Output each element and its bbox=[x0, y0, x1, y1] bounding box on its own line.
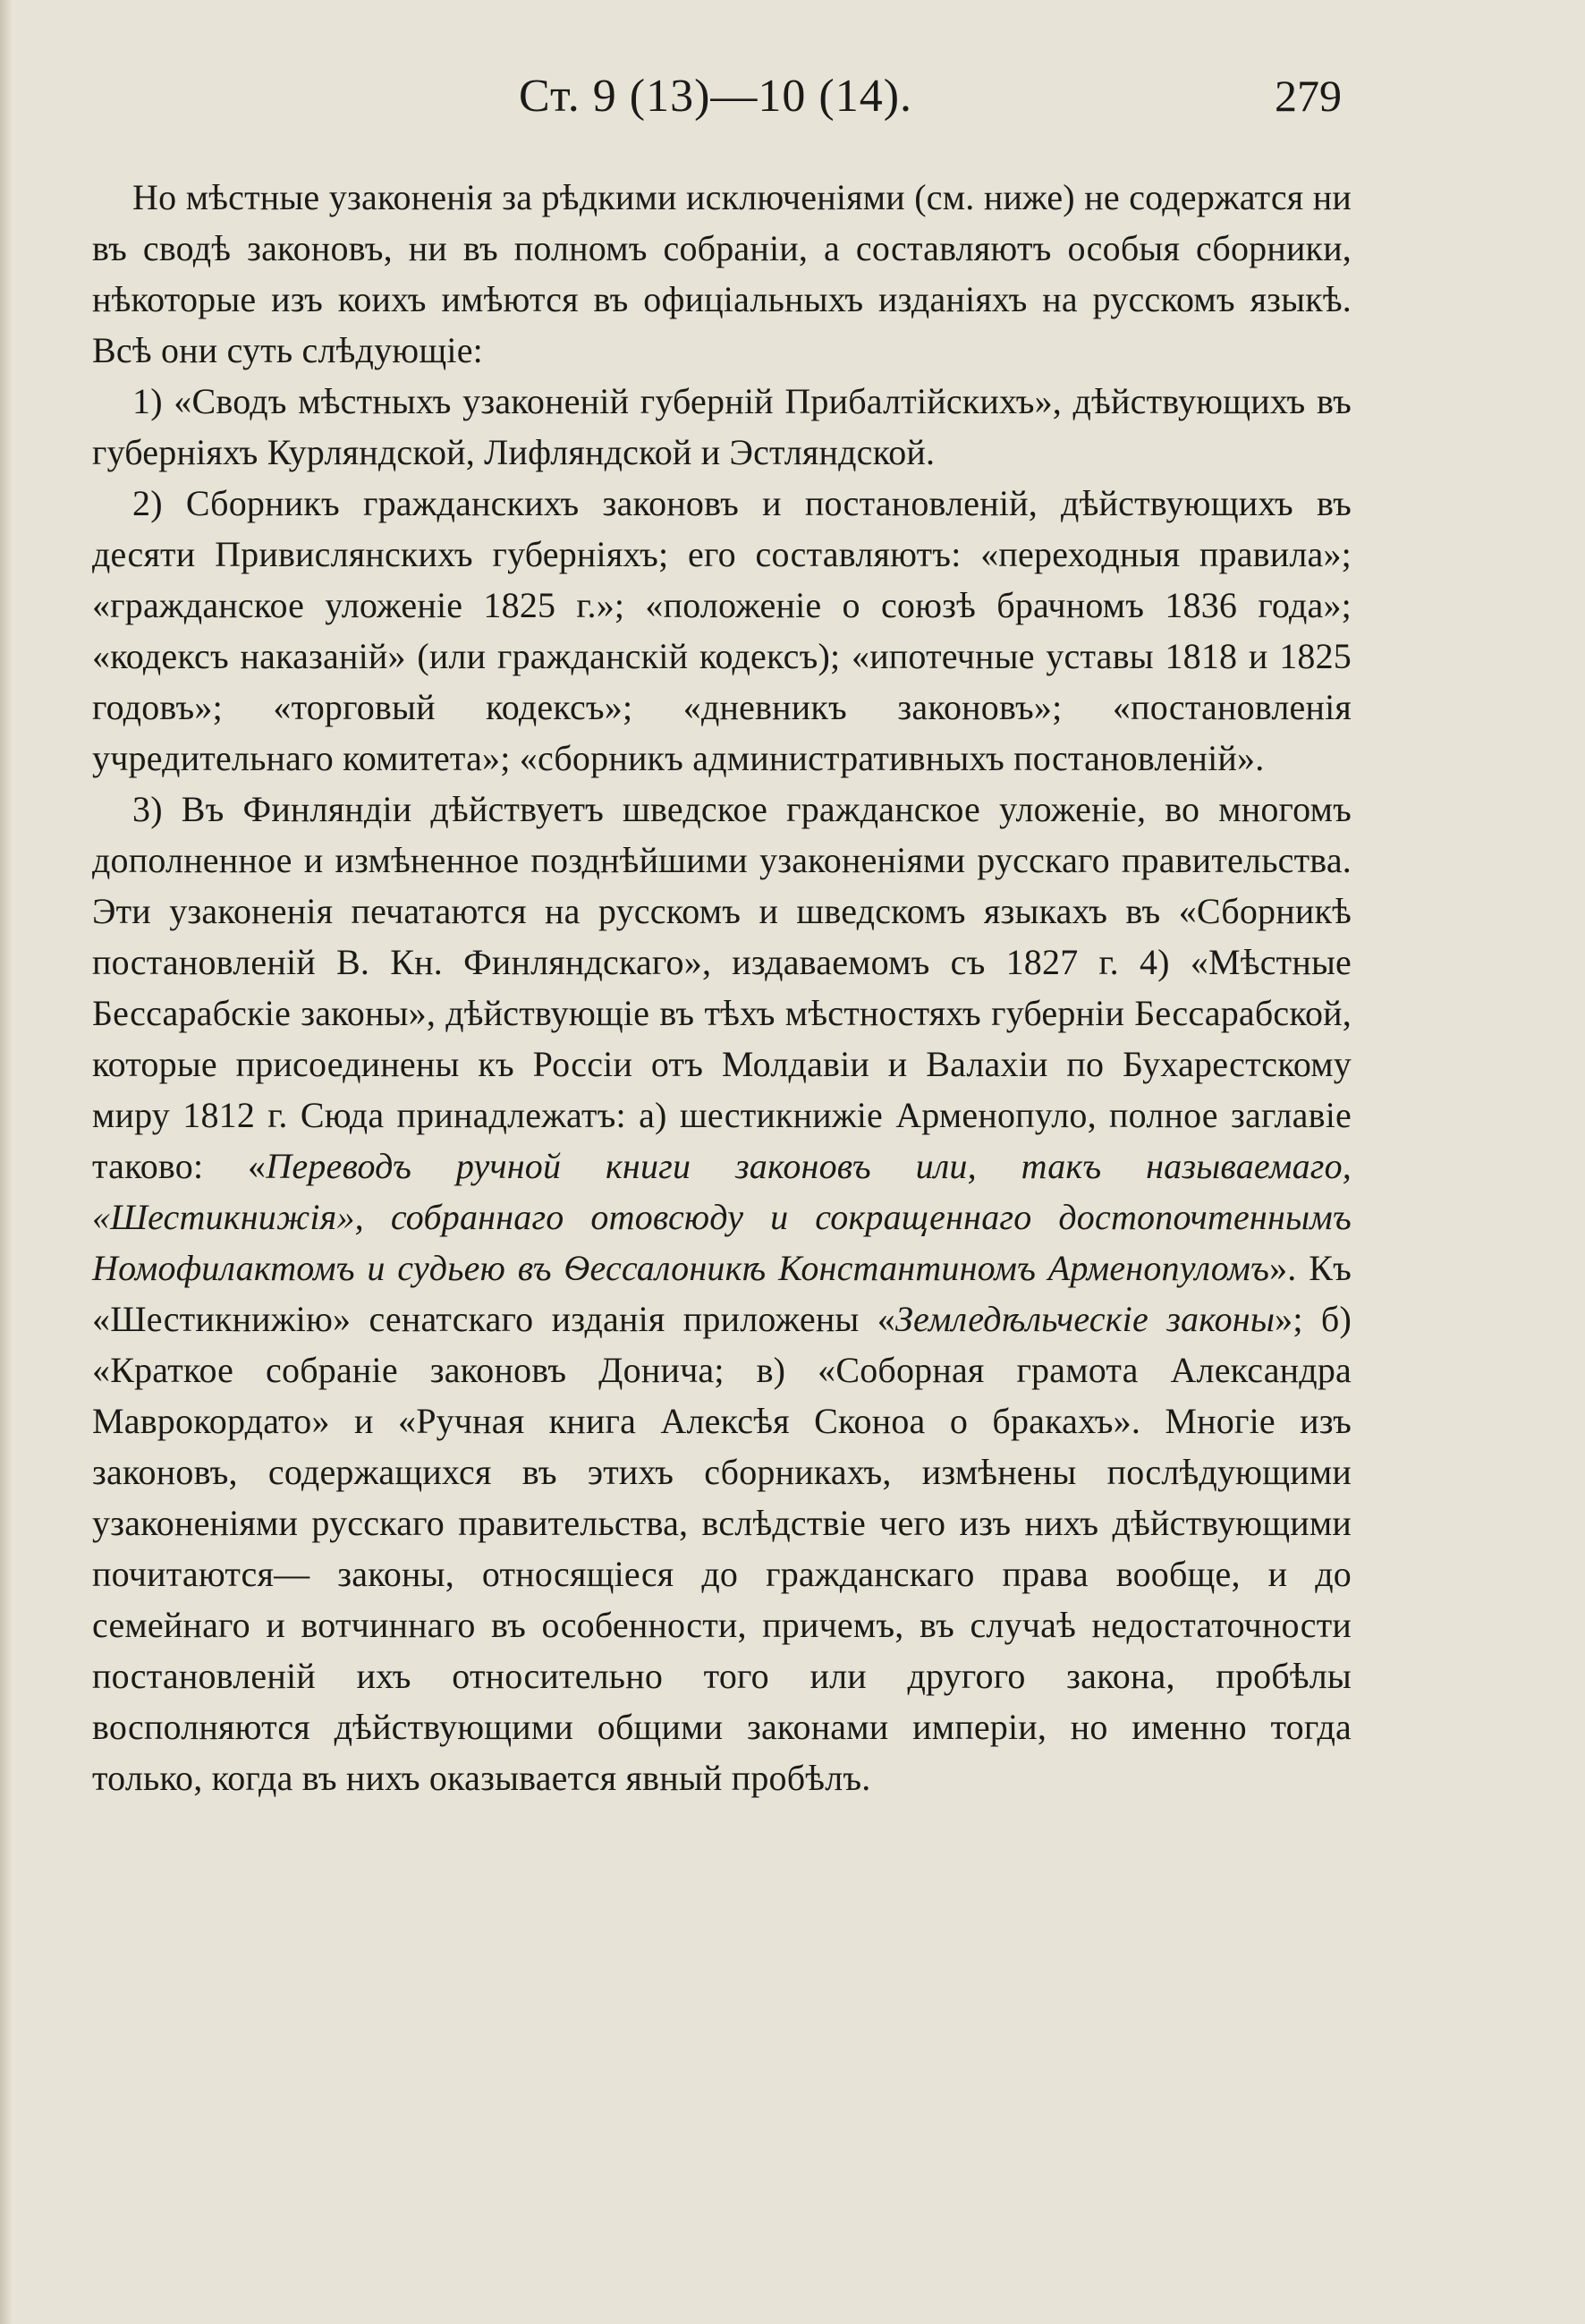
paragraph-item-3-text: 3) Въ Финляндіи дѣйствуетъ шведское гражданское уложеніе, во многомъ дополненное и измѣненное позднѣйшими узаконеніями русскаго правительства. Эти узаконенія печатаются на русскомъ и шведскомъ языкахъ въ «Сборникѣ постановленій В. Кн. Финляндскаго», издаваемомъ съ 1827 г. 4) «Мѣстные Бессарабскіе законы», дѣйствующіе въ тѣхъ мѣстностяхъ губерніи Бессарабской, которые присоединены къ Россіи отъ Молдавіи и Валахіи по Бухарестскому миру 1812 г. Сюда принадлежатъ: а) шестикнижіе Арменопуло, полное заглавіе таково: « bbox=[92, 789, 1352, 1186]
paragraph-item-3-text-end: »; б) «Краткое собраніе законовъ Донича; в) «Соборная грамота Александра Маврокордато» и «Ручная книга Алексѣя Сконоа о бракахъ». Многіе изъ законовъ, содержащихся въ этихъ сборникахъ, измѣнены послѣдующими узаконеніями русскаго правительства, вслѣдствіе чего изъ нихъ дѣйствующими почитаются— законы, относящіеся до гражданскаго права вообще, и до семейнаго и вотчиннаго въ особенности, причемъ, въ случаѣ недостаточности постановленій ихъ относительно того или другого закона, пробѣлы восполняются дѣйствующими общими законами имперіи, но именно тогда только, когда въ нихъ оказывается явный пробѣлъ. bbox=[92, 1299, 1352, 1798]
paragraph-item-2: 2) Сборникъ гражданскихъ законовъ и постановленій, дѣйствующихъ въ десяти Привислянскихъ губерніяхъ; его составляютъ: «переходныя правила»; «гражданское уложеніе 1825 г.»; «положеніе о союзѣ брачномъ 1836 года»; «кодексъ наказаній» (или гражданскій кодексъ); «ипотечные уставы 1818 и 1825 годовъ»; «торговый кодексъ»; «дневникъ законовъ»; «постановленія учредительнаго комитета»; «сборникъ административныхъ постановленій». bbox=[92, 483, 1352, 778]
paragraph-item-1: 1) «Сводъ мѣстныхъ узаконеній губерній Прибалтійскихъ», дѣйствующихъ въ губерніяхъ Курляндской, Лифляндской и Эстляндской. bbox=[92, 381, 1352, 472]
page-edge-shadow bbox=[0, 0, 13, 2324]
paragraph-item-3-text-mid: ». Къ «Шестикнижію» сенатскаго изданія приложены « bbox=[92, 1248, 1352, 1339]
agricultural-laws-italic: Земледѣльческіе законы bbox=[894, 1299, 1276, 1339]
body-text bbox=[92, 172, 1352, 1803]
page-number: 279 bbox=[1275, 71, 1342, 121]
paragraph-intro: Но мѣстные узаконенія за рѣдкими исключеніями (см. ниже) не содержатся ни въ сводѣ законовъ, ни въ полномъ собраніи, а составляютъ особыя сборники, нѣкоторые изъ коихъ имѣются въ офиціальныхъ изданіяхъ на русскомъ языкѣ. Всѣ они суть слѣдующіе: bbox=[92, 177, 1352, 370]
armenopulo-title-italic: Переводъ ручной книги законовъ или, такъ называемаго, «Шестикнижія», собраннаго отовсюду и сокращеннаго достопочтеннымъ Номофилактомъ и судьею въ Ѳессалоникѣ Константиномъ Арменопуломъ bbox=[92, 1146, 1352, 1288]
paragraph-item-3 bbox=[92, 784, 1352, 1803]
running-title: Ст. 9 (13)—10 (14). bbox=[518, 71, 913, 122]
page-header bbox=[89, 70, 1342, 132]
